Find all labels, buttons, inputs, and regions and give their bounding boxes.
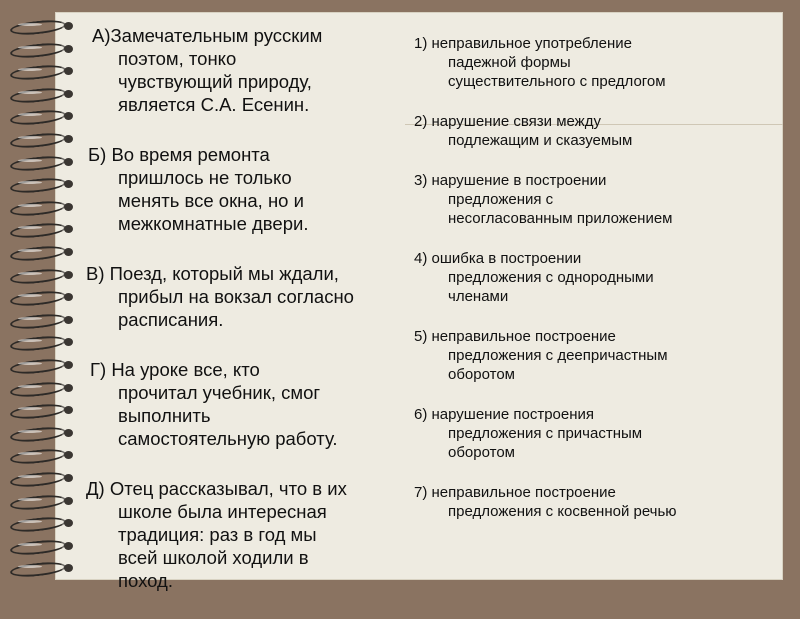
error-2-line-2: подлежащим и сказуемым (448, 132, 633, 149)
task-g-line-1: Г) На уроке все, кто (90, 359, 260, 380)
tasks-column (86, 24, 406, 619)
error-3 (414, 171, 794, 228)
spiral-ring-icon (4, 289, 84, 307)
task-a-line-2: поэтом, тонко (118, 48, 237, 69)
error-7 (414, 483, 794, 521)
task-g (86, 358, 406, 450)
error-4-line-1: 4) ошибка в построении (414, 250, 582, 267)
task-a (86, 24, 406, 116)
spiral-ring-icon (4, 425, 84, 443)
spiral-ring-icon (4, 267, 84, 285)
task-d-line-3: традиция: раз в год мы (118, 524, 317, 545)
error-3-line-3: несогласованным приложением (448, 210, 673, 227)
task-g-line-4: самостоятельную работу. (118, 428, 338, 449)
task-a-line-4: является С.А. Есенин. (118, 94, 310, 115)
task-d-line-5: поход. (118, 570, 173, 591)
spiral-ring-icon (4, 244, 84, 262)
error-4-line-3: членами (448, 288, 509, 305)
task-d-line-2: школе была интересная (118, 501, 327, 522)
error-6-line-1: 6) нарушение построения (414, 406, 594, 423)
spiral-ring-icon (4, 221, 84, 239)
task-v-line-1: В) Поезд, который мы ждали, (86, 263, 339, 284)
error-3-line-2: предложения с (448, 191, 554, 208)
spiral-ring-icon (4, 312, 84, 330)
error-1-line-2: падежной формы (448, 54, 571, 71)
task-v-line-2: прибыл на вокзал согласно (118, 286, 354, 307)
spiral-ring-icon (4, 154, 84, 172)
task-b-line-3: менять все окна, но и (118, 190, 304, 211)
task-d-line-1: Д) Отец рассказывал, что в их (86, 478, 347, 499)
error-3-line-1: 3) нарушение в построении (414, 172, 607, 189)
error-1-line-3: существительного с предлогом (448, 73, 666, 90)
error-5-line-1: 5) неправильное построение (414, 328, 616, 345)
task-g-line-2: прочитал учебник, смог (118, 382, 321, 403)
spiral-ring-icon (4, 334, 84, 352)
task-a-line-1: А)Замечательным русским (92, 25, 323, 46)
error-7-line-2: предложения с косвенной речью (448, 503, 677, 520)
spiral-ring-icon (4, 515, 84, 533)
error-4 (414, 249, 794, 306)
task-v (86, 262, 406, 331)
spiral-ring-icon (4, 131, 84, 149)
spiral-ring-icon (4, 538, 84, 556)
spiral-ring-icon (4, 447, 84, 465)
task-v-line-3: расписания. (118, 309, 224, 330)
spiral-ring-icon (4, 357, 84, 375)
spiral-ring-icon (4, 63, 84, 81)
error-5-line-2: предложения с деепричастным (448, 347, 668, 364)
spiral-ring-icon (4, 560, 84, 578)
error-1 (414, 34, 794, 91)
error-6 (414, 405, 794, 462)
spiral-ring-icon (4, 176, 84, 194)
spiral-ring-icon (4, 199, 84, 217)
error-6-line-2: предложения с причастным (448, 425, 643, 442)
error-7-line-1: 7) неправильное построение (414, 484, 616, 501)
errors-column (414, 34, 794, 542)
spiral-ring-icon (4, 41, 84, 59)
task-b (86, 143, 406, 235)
task-d (86, 477, 406, 592)
task-b-line-1: Б) Во время ремонта (88, 144, 270, 165)
spiral-ring-icon (4, 402, 84, 420)
error-5-line-3: оборотом (448, 366, 515, 383)
error-2 (414, 112, 794, 150)
spiral-ring-icon (4, 108, 84, 126)
error-4-line-2: предложения с однородными (448, 269, 654, 286)
error-2-line-1: 2) нарушение связи между (414, 113, 601, 130)
task-a-line-3: чувствующий природу, (118, 71, 312, 92)
task-b-line-4: межкомнатные двери. (118, 213, 309, 234)
error-6-line-3: оборотом (448, 444, 515, 461)
spiral-ring-icon (4, 380, 84, 398)
spiral-ring-icon (4, 493, 84, 511)
spiral-ring-icon (4, 86, 84, 104)
task-b-line-2: пришлось не только (118, 167, 292, 188)
error-1-line-1: 1) неправильное употребление (414, 35, 633, 52)
spiral-ring-icon (4, 470, 84, 488)
spiral-ring-icon (4, 18, 84, 36)
task-d-line-4: всей школой ходили в (118, 547, 309, 568)
task-g-line-3: выполнить (118, 405, 211, 426)
error-5 (414, 327, 794, 384)
notebook-spiral-binding (4, 18, 84, 588)
